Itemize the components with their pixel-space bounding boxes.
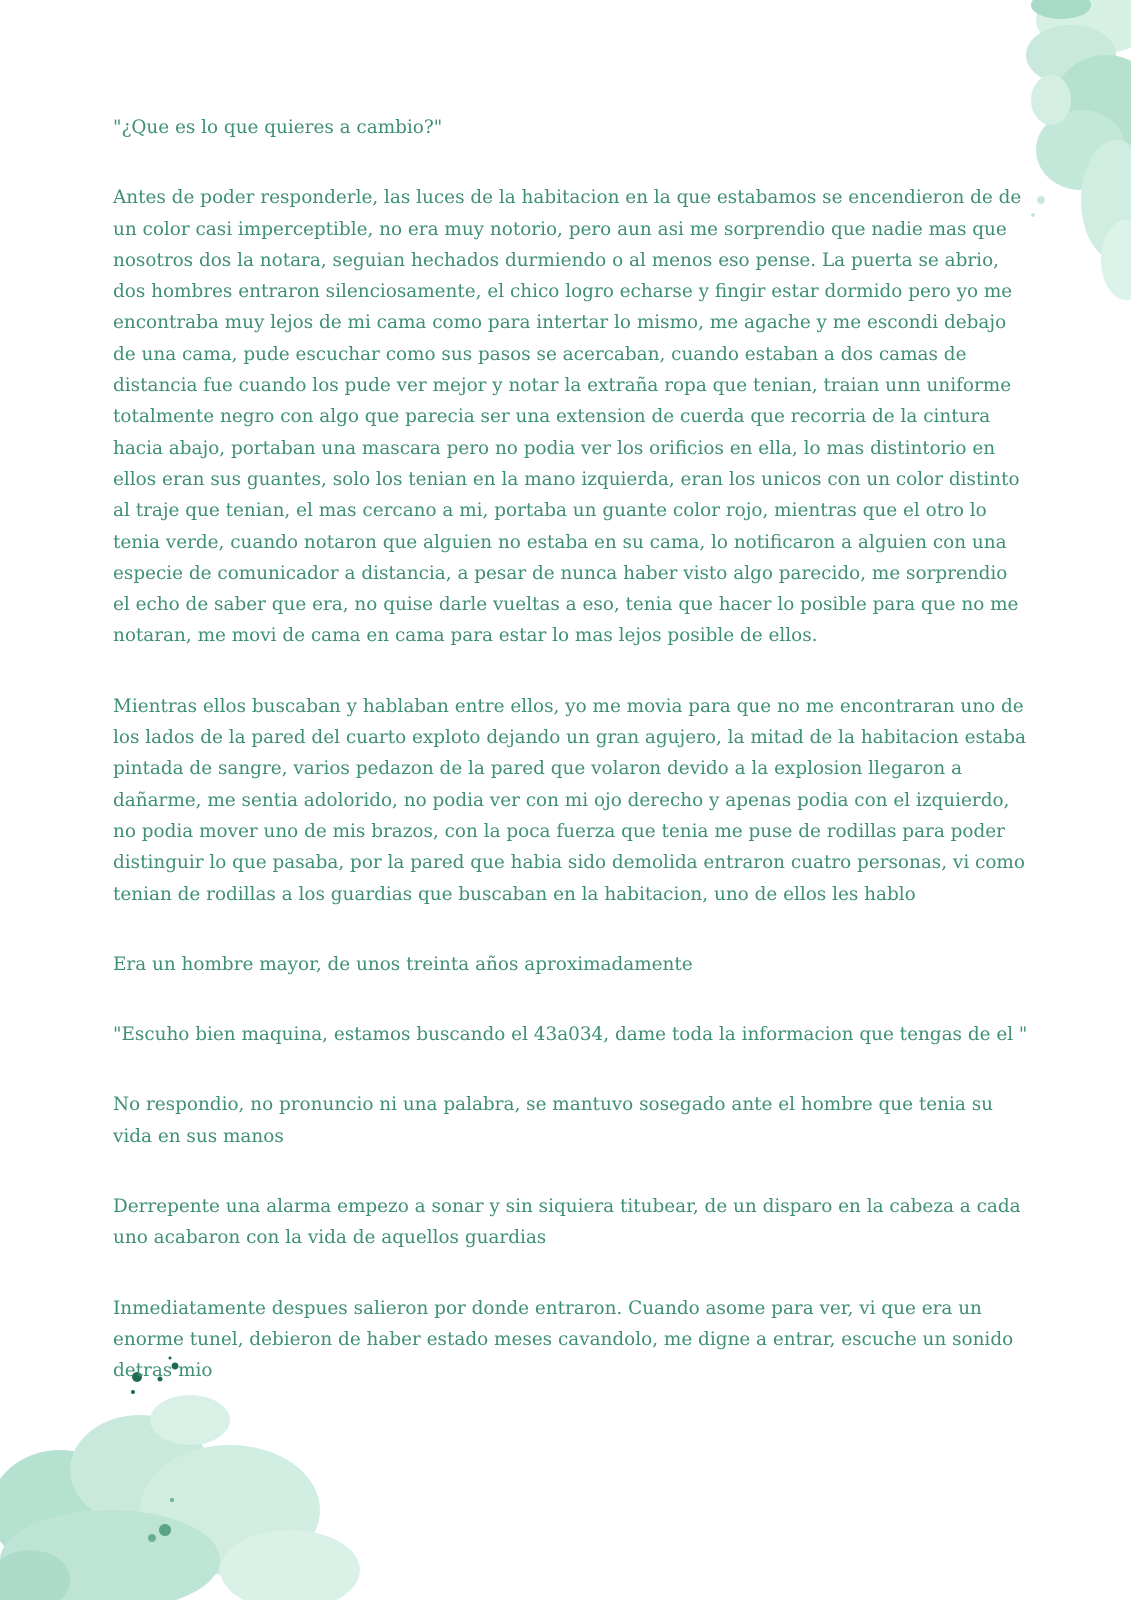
document-body: [113, 112, 1028, 1426]
paragraph: Mientras ellos buscaban y hablaban entre ellos, yo me movia para que no me encontraran uno de los lados de la pared del cuarto exploto dejando un gran agujero, la mitad de la habitacion estaba pintada de sangre, varios pedazon de la pared que volaron devido a la explosion llegaron a dañarme, me sentia adolorido, no podia ver con mi ojo derecho y apenas podia con el izquierdo, no podia mover uno de mis brazos, con la poca fuerza que tenia me puse de rodillas para poder distinguir lo que pasaba, por la pared que habia sido demolida entraron cuatro personas, vi como tenian de rodillas a los guardias que buscaban en la habitacion, uno de ellos les hablo: [113, 695, 1027, 905]
paragraph: No respondio, no pronuncio ni una palabra, se mantuvo sosegado ante el hombre que tenia su vida en sus manos: [113, 1094, 993, 1147]
paragraph: Era un hombre mayor, de unos treinta años aproximadamente: [113, 953, 693, 975]
paragraph: "Escuho bien maquina, estamos buscando el 43a034, dame toda la informacion que tengas de el ": [113, 1024, 1028, 1046]
paragraph: Antes de poder responderle, las luces de la habitacion en la que estabamos se encendieron de de un color casi imperceptible, no era muy notorio, pero aun asi me sorprendio que nadie mas que nosotros dos la notara, seguian hechados durmiendo o al menos eso pense. La puerta se abrio, dos hombres entraron silenciosamente, el chico logro echarse y fingir estar dormido pero yo me encontraba muy lejos de mi cama como para intertar lo mismo, me agache y me escondi debajo de una cama, pude escuchar como sus pasos se acercaban, cuando estaban a dos camas de distancia fue cuando los pude ver mejor y notar la extraña ropa que tenian, traian unn uniforme totalmente negro con algo que parecia ser una extension de cuerda que recorria de la cintura hacia abajo, portaban una mascara pero no podia ver los orificios en ella, lo mas distintorio en ellos eran sus guantes, solo los tenian en la mano izquierda, eran los unicos con un color distinto al traje que tenian, el mas cercano a mi, portaba un guante color rojo, mientras que el otro lo tenia verde, cuando notaron que alguien no estaba en su cama, lo notificaron a alguien con una especie de comunicador a distancia, a pesar de nunca haber visto algo parecido, me sorprendio el echo de saber que era, no quise darle vueltas a eso, tenia que hacer lo posible para que no me notaran, me movi de cama en cama para estar lo mas lejos posible de ellos.: [113, 187, 1022, 647]
paragraph: Derrepente una alarma empezo a sonar y sin siquiera titubear, de un disparo en la cabeza a cada uno acabaron con la vida de aquellos guardias: [113, 1196, 1021, 1249]
paragraph: Inmediatamente despues salieron por donde entraron. Cuando asome para ver, vi que era un enorme tunel, debieron de haber estado meses cavandolo, me digne a entrar, escuche un sonido detras mio: [113, 1297, 1014, 1382]
paragraph: "¿Que es lo que quieres a cambio?": [113, 117, 443, 138]
